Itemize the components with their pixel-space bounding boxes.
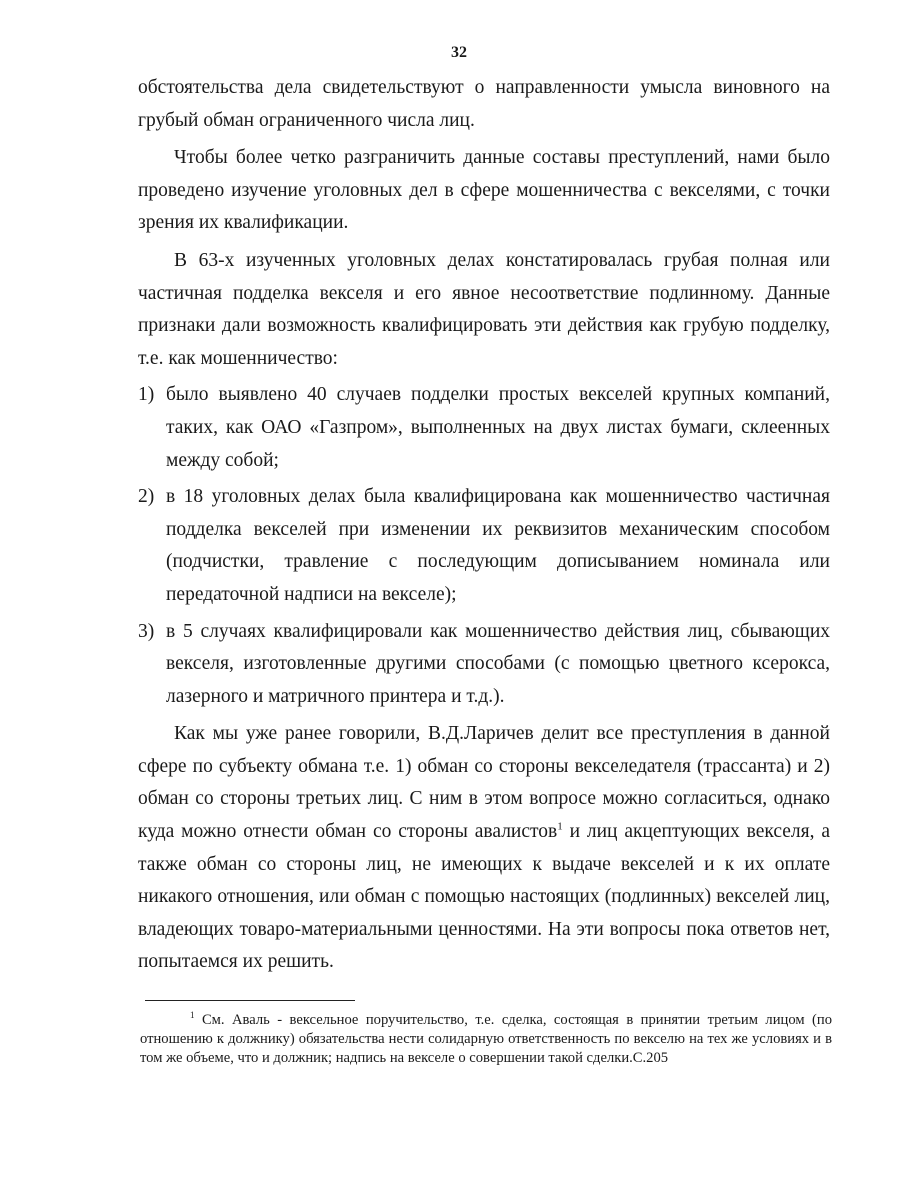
numbered-list	[138, 379, 830, 713]
list-item-number: 3)	[138, 620, 155, 642]
list-item-text: в 18 уголовных делах была квалифицирована как мошенничество частичная подделка векселей при изменении их реквизитов механическим способом (подчистки, травление с последующим дописыванием номинала или передаточной надписи на векселе);	[166, 486, 830, 605]
page-number: 32	[451, 44, 467, 61]
body-text	[138, 72, 830, 979]
footnote-marker: 1	[190, 1010, 195, 1021]
list-item	[138, 379, 830, 477]
paragraph-continued: обстоятельства дела свидетельствуют о направленности умысла виновного на грубый обман ограниченного числа лиц.	[138, 77, 830, 131]
list-item-text: было выявлено 40 случаев подделки простых векселей крупных компаний, таких, как ОАО «Газпром», выполненных на двух листах бумаги, склеенных между собой;	[166, 384, 830, 471]
list-item-number: 2)	[138, 486, 155, 508]
footnote-separator	[145, 1000, 355, 1001]
paragraph-text-after-ref: и лиц акцептующих векселя, а также обман со стороны лиц, не имеющих к выдаче векселей и к их оплате никакого отношения, или обман с помощью настоящих (подлинных) векселей лиц, владеющих товаро-материальными ценностями. На эти вопросы пока ответов нет, попытаемся их решить.	[138, 821, 830, 973]
paragraph-research: Чтобы более четко разграничить данные составы преступлений, нами было проведено изучение уголовных дел в сфере мошенничества с векселями, с точки зрения их квалификации.	[138, 147, 830, 234]
list-item	[138, 481, 830, 611]
footnote	[140, 1011, 832, 1069]
paragraph-text-before-ref: Как мы уже ранее говорили, В.Д.Ларичев делит все преступления в данной сфере по субъекту обмана т.е. 1) обман со стороны векселедателя (трассанта) и 2) обман со стороны третьих лиц. С ним в этом вопросе можно согласиться, однако куда можно отнести обман со стороны авалистов	[138, 723, 830, 843]
list-item-number: 1)	[138, 384, 155, 406]
paragraph-cases: В 63-х изученных уголовных делах констатировалась грубая полная или частичная подделка векселя и его явное несоответствие подлинному. Данные признаки дали возможность квалифицировать эти действия как грубую подделку, т.е. как мошенничество:	[138, 249, 830, 369]
list-item	[138, 616, 830, 714]
paragraph-larichev	[138, 718, 830, 979]
list-item-text: в 5 случаях квалифицировали как мошенничество действия лиц, сбывающих векселя, изготовленные другими способами (с помощью цветного ксерокса, лазерного и матричного принтера и т.д.).	[166, 620, 830, 707]
footnote-reference[interactable]: 1	[557, 820, 563, 833]
footnote-text: См. Аваль - вексельное поручительство, т.е. сделка, состоящая в принятии третьим лицом (по отношению к должнику) обязательства нести солидарную ответственность по векселю на тех же условиях и в том же объеме, что и должник; надпись на векселе о совершении такой сделки.С.205	[140, 1012, 832, 1067]
